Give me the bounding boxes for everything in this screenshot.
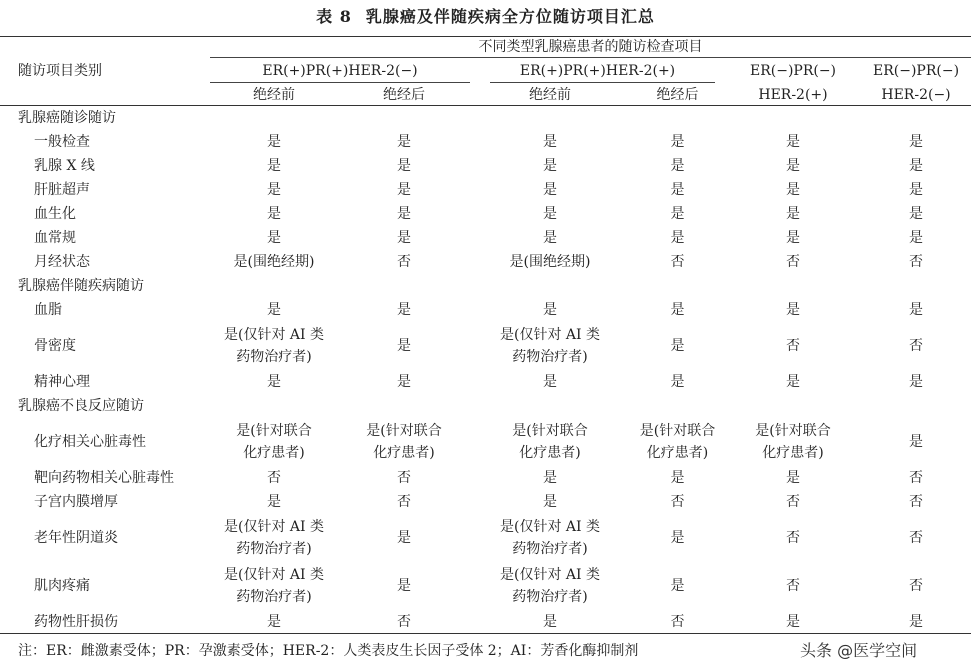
table-cell: 是 <box>543 158 557 174</box>
table-row <box>0 610 971 634</box>
table-cell: 是 <box>786 470 800 486</box>
g1-post-header: 绝经后 <box>383 86 425 103</box>
table-cell: 是(仅针对 AI 类 药物治疗者) <box>499 567 600 605</box>
table-cell: 否 <box>786 254 800 270</box>
table-row <box>0 202 971 226</box>
table-row <box>0 298 971 322</box>
table-row <box>0 418 971 466</box>
table-cell: 是 <box>670 530 685 546</box>
table-cell: 是 <box>267 230 281 246</box>
table-cell: 是 <box>909 134 924 150</box>
table-row <box>0 562 971 610</box>
table-cell: 是 <box>909 230 924 246</box>
table-cell: 是 <box>397 302 411 318</box>
row-label: 肌肉疼痛 <box>34 578 90 594</box>
followup-table <box>0 36 971 634</box>
table-row <box>0 178 971 202</box>
row-label: 化疗相关心脏毒性 <box>34 434 146 450</box>
group3-header-a: ER(−)PR(−) <box>749 62 837 79</box>
table-cell: 是 <box>909 374 924 390</box>
table-cell: 是(仅针对 AI 类 药物治疗者) <box>223 327 324 365</box>
table-cell: 是 <box>786 182 800 198</box>
table-cell: 是 <box>786 230 800 246</box>
table-cell: 是 <box>267 374 281 390</box>
table-cell: 是 <box>267 158 281 174</box>
table-cell: 否 <box>786 530 800 546</box>
table-cell: 否 <box>786 338 800 354</box>
table-cell: 是 <box>267 134 281 150</box>
table-cell: 否 <box>397 470 411 486</box>
table-cell: 否 <box>397 494 411 510</box>
table-cell: 是 <box>670 230 685 246</box>
table-cell: 否 <box>909 254 924 270</box>
table-cell: 是 <box>670 338 685 354</box>
table-cell: 是(围绝经期) <box>233 254 315 270</box>
table-cell: 是 <box>670 578 685 594</box>
table-cell: 是 <box>267 302 281 318</box>
table-cell: 是 <box>909 158 924 174</box>
section-row <box>0 394 971 418</box>
table-cell: 是(围绝经期) <box>509 254 591 270</box>
table-cell: 是 <box>543 614 557 630</box>
table-cell: 是 <box>543 302 557 318</box>
table-cell: 是 <box>267 182 281 198</box>
group4-header-a: ER(−)PR(−) <box>873 62 960 79</box>
table-cell: 是 <box>670 158 685 174</box>
table-cell: 是 <box>786 134 800 150</box>
table-cell: 是 <box>397 230 411 246</box>
table-cell: 是 <box>786 206 800 222</box>
table-cell: 是 <box>670 134 685 150</box>
table-cell: 是 <box>909 434 924 450</box>
g2-pre-header: 绝经前 <box>529 86 571 103</box>
table-cell: 是 <box>397 158 411 174</box>
table-cell: 是(针对联合 化疗患者) <box>366 423 442 461</box>
table-cell: 否 <box>909 494 924 510</box>
table-cell: 否 <box>786 494 800 510</box>
table-cell: 是(针对联合 化疗患者) <box>236 423 312 461</box>
section-label: 乳腺癌随诊随访 <box>18 110 116 126</box>
table-number: 表 8 <box>316 7 352 26</box>
table-cell: 否 <box>909 338 924 354</box>
table-row <box>0 466 971 490</box>
table-cell: 是 <box>786 614 800 630</box>
table-cell: 否 <box>397 614 411 630</box>
table-cell: 是 <box>543 470 557 486</box>
group3-header-b: HER-2(+) <box>758 86 828 103</box>
table-cell: 是 <box>909 206 924 222</box>
table-cell: 否 <box>909 530 924 546</box>
table-body <box>0 106 971 634</box>
table-row <box>0 514 971 562</box>
group1-header: ER(+)PR(+)HER-2(−) <box>262 62 418 79</box>
row-label: 血常规 <box>34 230 76 246</box>
table-cell: 是(针对联合 化疗患者) <box>639 423 716 461</box>
table-cell: 是 <box>786 374 800 390</box>
row-label: 药物性肝损伤 <box>34 614 118 630</box>
row-label: 血脂 <box>34 302 62 318</box>
row-label: 子宫内膜增厚 <box>34 494 118 510</box>
table-cell: 是 <box>543 134 557 150</box>
row-label: 月经状态 <box>34 254 90 270</box>
table-cell: 是(仅针对 AI 类 药物治疗者) <box>223 567 324 605</box>
table-cell: 是 <box>397 578 411 594</box>
table-cell: 是 <box>909 182 924 198</box>
table-row <box>0 154 971 178</box>
table-cell: 是 <box>397 530 411 546</box>
table-cell: 是 <box>909 614 924 630</box>
group2-header: ER(+)PR(+)HER-2(+) <box>519 62 676 79</box>
table-cell: 是 <box>670 374 685 390</box>
table-row <box>0 130 971 154</box>
row-label: 精神心理 <box>34 374 90 390</box>
table-cell: 是 <box>267 494 281 510</box>
table-cell: 是 <box>397 182 411 198</box>
table-cell: 否 <box>670 614 685 630</box>
table-cell: 否 <box>397 254 411 270</box>
category-header: 随访项目类别 <box>18 63 102 79</box>
table-cell: 是 <box>397 206 411 222</box>
table-cell: 是 <box>397 338 411 354</box>
table-row <box>0 226 971 250</box>
group4-header-b: HER-2(−) <box>881 86 951 103</box>
section-row <box>0 106 971 130</box>
group-header: 不同类型乳腺癌患者的随访检查项目 <box>478 39 703 55</box>
section-label: 乳腺癌不良反应随访 <box>18 398 144 414</box>
table-row <box>0 490 971 514</box>
table-cell: 否 <box>670 254 685 270</box>
table-cell: 是 <box>543 374 557 390</box>
table-cell: 是 <box>670 470 685 486</box>
table-cell: 是 <box>670 182 685 198</box>
table-row <box>0 250 971 274</box>
table-cell: 是(仅针对 AI 类 药物治疗者) <box>499 327 600 365</box>
g2-post-header: 绝经后 <box>656 86 699 103</box>
row-label: 乳腺 X 线 <box>34 158 95 174</box>
table-title <box>0 4 971 27</box>
table-cell: 是 <box>543 182 557 198</box>
table-cell: 是(针对联合 化疗患者) <box>512 423 588 461</box>
g1-pre-header: 绝经前 <box>253 86 295 103</box>
table-cell: 否 <box>909 578 924 594</box>
row-label: 一般检查 <box>34 134 90 150</box>
watermark: 头条 @医学空间 <box>800 641 918 660</box>
table-cell: 否 <box>786 578 800 594</box>
table-cell: 否 <box>267 470 281 486</box>
row-label: 血生化 <box>34 206 76 222</box>
table-cell: 是(仅针对 AI 类 药物治疗者) <box>223 519 324 557</box>
table-row <box>0 370 971 394</box>
table-cell: 否 <box>909 470 924 486</box>
row-label: 靶向药物相关心脏毒性 <box>34 470 174 486</box>
table-cell: 是 <box>909 302 924 318</box>
table-cell: 否 <box>670 494 685 510</box>
footnote: 注：ER：雌激素受体；PR：孕激素受体；HER-2：人类表皮生长因子受体 2；AI：芳香化酶抑制剂 <box>18 643 639 659</box>
row-label: 肝脏超声 <box>34 182 90 198</box>
table-cell: 是(仅针对 AI 类 药物治疗者) <box>499 519 600 557</box>
table-cell: 是 <box>670 302 685 318</box>
table-cell: 是 <box>267 614 281 630</box>
table-cell: 是 <box>267 206 281 222</box>
table-cell: 是 <box>397 134 411 150</box>
section-label: 乳腺癌伴随疾病随访 <box>18 278 144 294</box>
table-cell: 是 <box>543 230 557 246</box>
table-cell: 是 <box>786 158 800 174</box>
table-cell: 是 <box>397 374 411 390</box>
table-cell: 是 <box>786 302 800 318</box>
table-cell: 是 <box>543 206 557 222</box>
table-row <box>0 322 971 370</box>
row-label: 骨密度 <box>34 338 76 354</box>
table-cell: 是(针对联合 化疗患者) <box>755 423 831 461</box>
row-label: 老年性阴道炎 <box>34 530 118 546</box>
table-cell: 是 <box>670 206 685 222</box>
table-title-text: 乳腺癌及伴随疾病全方位随访项目汇总 <box>365 7 655 26</box>
section-row <box>0 274 971 298</box>
table-cell: 是 <box>543 494 557 510</box>
